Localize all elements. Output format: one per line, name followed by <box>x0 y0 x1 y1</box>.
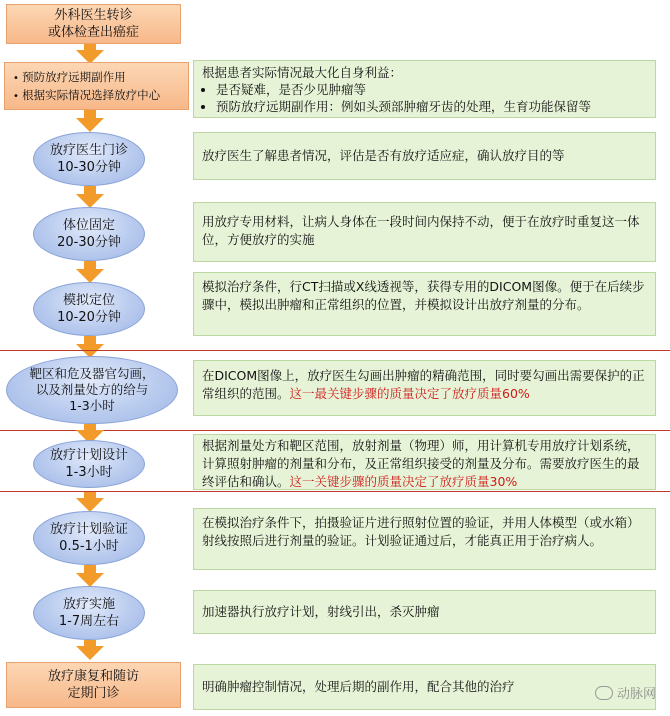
side-list-box <box>4 62 189 110</box>
watermark <box>595 683 656 702</box>
desc-text: 加速器执行放疗计划，射线引出，杀灭肿瘤 <box>202 604 440 619</box>
step-referral-box <box>6 4 181 44</box>
flow-arrow-stem <box>84 186 96 194</box>
step-label-line: 10-20分钟 <box>57 310 121 325</box>
flow-arrow <box>76 498 104 512</box>
desc-intro: 根据患者实际情况最大化自身利益： <box>202 65 403 80</box>
flow-arrow <box>76 118 104 132</box>
step-label-line: 放疗康复和随访 <box>47 669 139 684</box>
step-label-line: 放疗实施 <box>62 597 115 612</box>
highlight-divider <box>0 491 670 492</box>
step-planning-ellipse <box>33 440 145 488</box>
step-label-line: 以及剂量处方的给与 <box>35 382 149 397</box>
wechat-icon <box>595 686 613 700</box>
step-label-line: 模拟定位 <box>62 293 115 308</box>
step-label-line: 或体检查出癌症 <box>47 25 139 40</box>
desc-text: 用放疗专用材料，让病人身体在一段时间内保持不动，便于在放疗时重复这一体位，方便放疗的实施 <box>202 214 640 247</box>
desc-bullet: • 预防放疗远期副作用：例如头颈部肿瘤牙齿的处理，生育功能保留等 <box>216 98 647 115</box>
step-label-line: 1-3小时 <box>65 465 113 480</box>
step-label-line: 放疗医生门诊 <box>49 143 128 158</box>
flow-arrow-stem <box>84 110 96 118</box>
flow-arrow <box>76 646 104 660</box>
step-label-line: 0.5-1小时 <box>59 539 119 554</box>
flow-arrow <box>76 573 104 587</box>
flow-arrow <box>76 194 104 208</box>
step-label-line: 1-7周左右 <box>58 614 120 629</box>
desc-key-note: 这一最关键步骤的质量决定了放疗质量60% <box>289 386 530 401</box>
highlight-divider <box>0 350 670 351</box>
step-followup-box <box>6 662 181 708</box>
step-immobilization-ellipse <box>33 207 145 261</box>
desc-verification <box>193 508 656 570</box>
step-label-line: 外科医生转诊 <box>54 8 133 23</box>
desc-text: 在DICOM图像上，放疗医生勾画出肿瘤的精确范围，同时要勾画出需要保护的正常组织的范围。 <box>202 368 645 401</box>
desc-text: 在模拟治疗条件下，拍摄验证片进行照射位置的验证，并用人体模型（或水箱）射线按照后进行剂量的验证。计划验证通过后，才能真正用于治疗病人。 <box>202 515 640 548</box>
flow-arrow-stem <box>84 336 96 344</box>
step-label-line: 定期门诊 <box>67 686 120 701</box>
step-label-line: 靶区和危及器官勾画， <box>29 366 155 381</box>
step-simulation-ellipse <box>33 282 145 336</box>
watermark-text: 动脉网 <box>616 687 656 702</box>
step-label-line: 放疗计划验证 <box>49 522 128 537</box>
desc-text: 根据剂量处方和靶区范围，放射剂量（物理）师，用计算机专用放疗计划系统，计算照射肿瘤的剂量和分布，及正常组织接受的剂量及分布。需要放疗医生的最终评估和确认。 <box>202 438 640 489</box>
desc-bullet: • 是否疑难，是否少见肿瘤等 <box>216 81 647 98</box>
desc-contouring <box>193 360 656 416</box>
desc-outpatient <box>193 132 656 180</box>
desc-text: 放疗医生了解患者情况，评估是否有放疗适应症，确认放疗目的等 <box>202 148 565 163</box>
step-contouring-ellipse <box>6 356 178 424</box>
desc-planning <box>193 434 656 490</box>
step-label-line: 20-30分钟 <box>57 235 121 250</box>
flow-arrow-stem <box>84 565 96 573</box>
step-outpatient-ellipse <box>33 132 145 186</box>
flow-arrow-stem <box>84 261 96 269</box>
step-label-line: 10-30分钟 <box>57 160 121 175</box>
desc-delivery <box>193 590 656 634</box>
step-label-line: 体位固定 <box>62 218 115 233</box>
side-list-item: • 预防放疗远期副作用 <box>13 69 184 87</box>
desc-key-note: 这一关键步骤的质量决定了放疗质量30% <box>289 474 518 489</box>
desc-referral-benefits <box>193 60 656 118</box>
desc-text: 明确肿瘤控制情况，处理后期的副作用，配合其他的治疗 <box>202 679 515 694</box>
desc-simulation <box>193 272 656 336</box>
desc-followup <box>193 664 656 710</box>
step-delivery-ellipse <box>33 586 145 640</box>
desc-immobilization <box>193 202 656 262</box>
step-label-line: 1-3小时 <box>69 398 115 413</box>
side-list-item: • 根据实际情况选择放疗中心 <box>13 87 184 105</box>
step-label-line: 放疗计划设计 <box>49 448 128 463</box>
flow-arrow <box>76 269 104 283</box>
desc-text: 模拟治疗条件，行CT扫描或X线透视等，获得专用的DICOM图像。便于在后续步骤中，模拟出肿瘤和正常组织的位置，并模拟设计出放疗剂量的分布。 <box>202 279 645 312</box>
step-verification-ellipse <box>33 511 145 565</box>
